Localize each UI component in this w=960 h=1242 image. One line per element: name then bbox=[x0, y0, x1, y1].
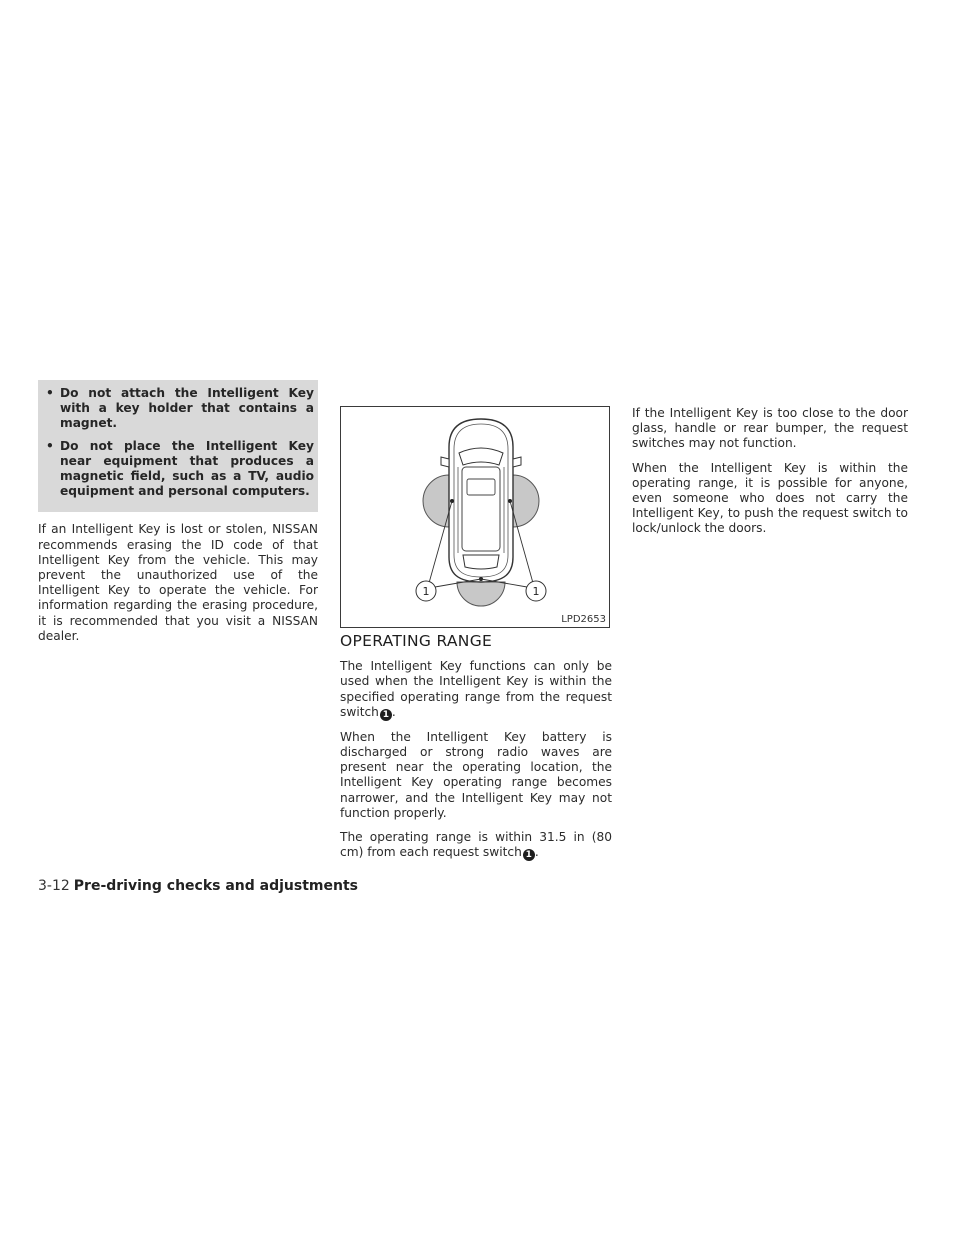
lost-key-paragraph: If an Intelligent Key is lost or stolen, NISSAN recommends erasing the ID code of that Intelligent Key from the vehicle. This may prevent the unauthorized use of the Intelligent Key to operate the vehicle. For information regarding the erasing procedure, it is recommended that you visit a NISSAN dealer. bbox=[38, 522, 318, 643]
range-zone-right bbox=[513, 475, 539, 527]
operating-range-paragraph-3: The operating range is within 31.5 in (80 cm) from each request switch 1 . bbox=[340, 830, 612, 861]
rear-window bbox=[463, 555, 499, 569]
bullet-icon: • bbox=[46, 438, 54, 453]
callout-label-left: 1 bbox=[422, 585, 430, 598]
caution-box bbox=[38, 380, 318, 512]
page-footer bbox=[38, 878, 358, 894]
callout-label-right: 1 bbox=[532, 585, 540, 598]
caution-item-text: Do not attach the Intelligent Key with a key holder that contains a magnet. bbox=[60, 386, 314, 431]
middle-column bbox=[340, 406, 612, 870]
callout-marker-icon: 1 bbox=[523, 849, 535, 861]
right-paragraph-1: If the Intelligent Key is too close to the door glass, handle or rear bumper, the request switches may not function. bbox=[632, 406, 908, 451]
operating-range-paragraph-2: When the Intelligent Key battery is discharged or strong radio waves are present near the operating location, the Intelligent Key operating range becomes narrower, and the Intelligent Key may not function properly. bbox=[340, 729, 612, 820]
windshield bbox=[459, 448, 503, 465]
sunroof bbox=[467, 479, 495, 495]
vehicle-top-view-illustration bbox=[341, 407, 609, 627]
right-column bbox=[632, 406, 908, 546]
right-paragraph-2: When the Intelligent Key is within the operating range, it is possible for anyone, even someone who does not carry the Intelligent Key, to push the request switch to lock/unlock the doors. bbox=[632, 460, 908, 536]
caution-item bbox=[44, 439, 314, 500]
caution-list bbox=[44, 386, 314, 499]
operating-range-paragraph-1: The Intelligent Key functions can only be used when the Intelligent Key is within the specified operating range from the request switch 1 . bbox=[340, 659, 612, 720]
caution-item-text: Do not place the Intelligent Key near equipment that produces a magnetic field, such as a TV, audio equipment and personal computers. bbox=[60, 438, 314, 499]
operating-range-figure bbox=[340, 406, 610, 628]
left-column bbox=[38, 380, 318, 653]
mirror-right bbox=[513, 457, 521, 467]
bullet-icon: • bbox=[46, 386, 54, 400]
footer-section-title: Pre-driving checks and adjustments bbox=[73, 878, 358, 894]
page-number: 3-12 bbox=[38, 878, 70, 894]
mirror-left bbox=[441, 457, 449, 467]
range-zone-left bbox=[423, 475, 449, 527]
section-heading: OPERATING RANGE bbox=[340, 632, 493, 650]
figure-code: LPD2653 bbox=[561, 614, 606, 625]
caution-item bbox=[44, 386, 314, 432]
range-zone-rear bbox=[457, 582, 505, 606]
callout-marker-icon: 1 bbox=[380, 709, 392, 721]
